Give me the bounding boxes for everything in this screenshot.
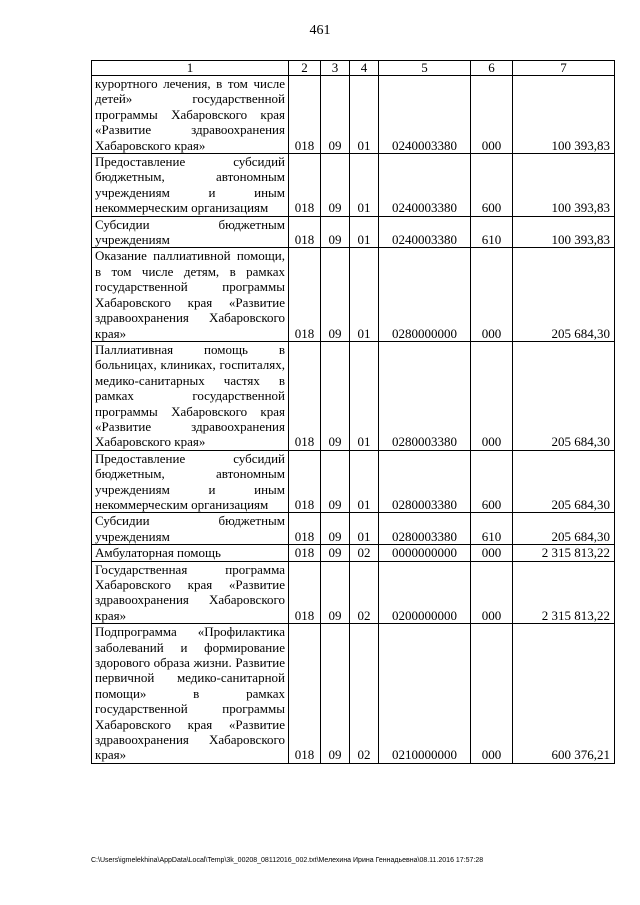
subsection-code: 01 <box>350 76 379 154</box>
column-header: 5 <box>379 61 471 76</box>
target-article-code: 0200000000 <box>379 561 471 624</box>
section-code: 09 <box>321 341 350 450</box>
file-path-footer: C:\Users\igmelekhina\AppData\Local\Temp\3k_00208_08112016_002.txt\Мелехина Ирина Геннадьевна\08.11.2016 17:57:28 <box>91 857 484 864</box>
ministry-code: 018 <box>289 248 321 341</box>
ministry-code: 018 <box>289 341 321 450</box>
ministry-code: 018 <box>289 450 321 513</box>
amount: 100 393,83 <box>513 76 615 154</box>
section-code: 09 <box>321 216 350 248</box>
expense-type-code: 000 <box>471 248 513 341</box>
ministry-code: 018 <box>289 216 321 248</box>
amount: 600 376,21 <box>513 624 615 764</box>
section-code: 09 <box>321 561 350 624</box>
amount: 205 684,30 <box>513 341 615 450</box>
table-row <box>92 561 615 624</box>
table-row <box>92 216 615 248</box>
table-row <box>92 513 615 545</box>
table-row <box>92 624 615 764</box>
target-article-code: 0280000000 <box>379 248 471 341</box>
subsection-code: 02 <box>350 545 379 561</box>
subsection-code: 02 <box>350 561 379 624</box>
expense-type-code: 000 <box>471 76 513 154</box>
target-article-code: 0280003380 <box>379 341 471 450</box>
section-code: 09 <box>321 76 350 154</box>
target-article-code: 0000000000 <box>379 545 471 561</box>
row-description: Предоставление субсидий бюджетным, автономным учреждениям и иным некоммерческим организациям <box>92 450 289 513</box>
amount: 2 315 813,22 <box>513 545 615 561</box>
row-description: Государственная программа Хабаровского края «Развитие здравоохранения Хабаровского края» <box>92 561 289 624</box>
column-header: 7 <box>513 61 615 76</box>
section-code: 09 <box>321 624 350 764</box>
subsection-code: 01 <box>350 513 379 545</box>
target-article-code: 0240003380 <box>379 154 471 217</box>
ministry-code: 018 <box>289 154 321 217</box>
expense-type-code: 610 <box>471 513 513 545</box>
target-article-code: 0280003380 <box>379 513 471 545</box>
ministry-code: 018 <box>289 76 321 154</box>
column-header: 3 <box>321 61 350 76</box>
section-code: 09 <box>321 513 350 545</box>
target-article-code: 0240003380 <box>379 216 471 248</box>
subsection-code: 01 <box>350 341 379 450</box>
amount: 205 684,30 <box>513 248 615 341</box>
section-code: 09 <box>321 154 350 217</box>
expense-type-code: 600 <box>471 450 513 513</box>
column-header: 2 <box>289 61 321 76</box>
expense-type-code: 610 <box>471 216 513 248</box>
target-article-code: 0240003380 <box>379 76 471 154</box>
ministry-code: 018 <box>289 513 321 545</box>
section-code: 09 <box>321 450 350 513</box>
row-description: Субсидии бюджетным учреждениям <box>92 513 289 545</box>
row-description: Предоставление субсидий бюджетным, автономным учреждениям и иным некоммерческим организациям <box>92 154 289 217</box>
expense-type-code: 000 <box>471 624 513 764</box>
ministry-code: 018 <box>289 624 321 764</box>
column-header: 4 <box>350 61 379 76</box>
table-row <box>92 341 615 450</box>
amount: 2 315 813,22 <box>513 561 615 624</box>
expense-type-code: 000 <box>471 561 513 624</box>
table-header-row <box>92 61 615 76</box>
subsection-code: 01 <box>350 450 379 513</box>
section-code: 09 <box>321 248 350 341</box>
amount: 100 393,83 <box>513 154 615 217</box>
expense-type-code: 000 <box>471 545 513 561</box>
target-article-code: 0210000000 <box>379 624 471 764</box>
section-code: 09 <box>321 545 350 561</box>
ministry-code: 018 <box>289 545 321 561</box>
table-row <box>92 545 615 561</box>
expense-type-code: 000 <box>471 341 513 450</box>
table-row <box>92 154 615 217</box>
row-description: Субсидии бюджетным учреждениям <box>92 216 289 248</box>
amount: 205 684,30 <box>513 513 615 545</box>
budget-table <box>91 60 615 764</box>
subsection-code: 01 <box>350 216 379 248</box>
column-header: 1 <box>92 61 289 76</box>
row-description: Оказание паллиативной помощи, в том числе детям, в рамках государственной программы Хабаровского края «Развитие здравоохранения Хабаровского края» <box>92 248 289 341</box>
ministry-code: 018 <box>289 561 321 624</box>
row-description: курортного лечения, в том числе детей» государственной программы Хабаровского края «Развитие здравоохранения Хабаровского края» <box>92 76 289 154</box>
row-description: Паллиативная помощь в больницах, клиниках, госпиталях, медико-санитарных частях в рамках государственной программы Хабаровского края «Развитие здравоохранения Хабаровского края» <box>92 341 289 450</box>
target-article-code: 0280003380 <box>379 450 471 513</box>
subsection-code: 01 <box>350 154 379 217</box>
subsection-code: 02 <box>350 624 379 764</box>
table-row <box>92 76 615 154</box>
row-description: Амбулаторная помощь <box>92 545 289 561</box>
subsection-code: 01 <box>350 248 379 341</box>
page-number: 461 <box>309 23 331 38</box>
amount: 205 684,30 <box>513 450 615 513</box>
table-row <box>92 248 615 341</box>
amount: 100 393,83 <box>513 216 615 248</box>
expense-type-code: 600 <box>471 154 513 217</box>
row-description: Подпрограмма «Профилактика заболеваний и формирование здорового образа жизни. Развитие первичной медико-санитарной помощи» в рамках государственной программы Хабаровского края «Развитие здравоохранения Хабаровского края» <box>92 624 289 764</box>
table-row <box>92 450 615 513</box>
column-header: 6 <box>471 61 513 76</box>
